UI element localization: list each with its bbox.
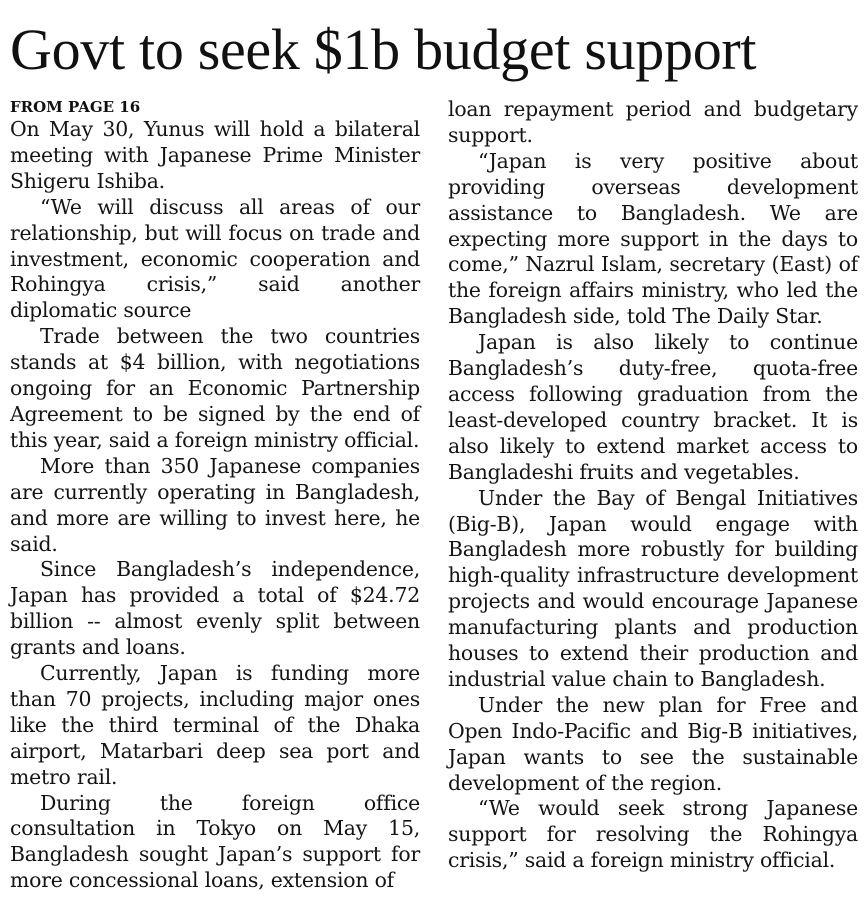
paragraph: “We will discuss all areas of our relationship, but will focus on trade and investment, economic cooperation and Rohingya crisis,” said another diplomatic source xyxy=(10,194,420,323)
paragraph: Under the new plan for Free and Open Indo-Pacific and Big-B initiatives, Japan wants to see the sustainable development of the region. xyxy=(448,692,858,795)
paragraph: More than 350 Japanese companies are currently operating in Bangladesh, and more are willing to invest here, he said. xyxy=(10,453,420,556)
paragraph: Currently, Japan is funding more than 70 projects, including major ones like the third terminal of the Dhaka airport, Matarbari deep sea port and metro rail. xyxy=(10,661,420,789)
paragraph: On May 30, Yunus will hold a bilateral meeting with Japanese Prime Minister Shigeru Ishiba. xyxy=(10,117,420,193)
right-column xyxy=(448,97,858,874)
paragraph: “Japan is very positive about providing overseas development assistance to Bangladesh. We are expecting more support in the days to come,” Nazrul Islam, secretary (East) of the foreign affairs ministry, who led the Bangladesh side, told The Daily Star. xyxy=(448,148,858,329)
left-column xyxy=(10,97,420,894)
paragraph: During the foreign office consultation in Tokyo on May 15, Bangladesh sought Japan’s support for more concessional loans, extension of xyxy=(10,790,420,893)
paragraph: “We would seek strong Japanese support for resolving the Rohingya crisis,” said a foreign ministry official. xyxy=(448,796,858,873)
headline: Govt to seek $1b budget support xyxy=(10,17,757,82)
paragraph: Since Bangladesh’s independence, Japan has provided a total of $24.72 billion -- almost evenly split between grants and loans. xyxy=(10,557,420,660)
paragraph-continued: loan repayment period and budgetary support. xyxy=(448,97,858,147)
paragraph: Japan is also likely to continue Bangladesh’s duty-free, quota-free access following graduation from the least-developed country bracket. It is also likely to extend market access to Bangladeshi fruits and vegetables. xyxy=(448,330,858,484)
paragraph: Trade between the two countries stands at $4 billion, with negotiations ongoing for an Economic Partnership Agreement to be signed by the end of this year, said a foreign ministry official. xyxy=(10,324,420,452)
paragraph: Under the Bay of Bengal Initiatives (Big-B), Japan would engage with Bangladesh more robustly for building high-quality infrastructure development projects and would encourage Japanese manufacturing plants and production houses to extend their production and industrial value chain to Bangladesh. xyxy=(448,485,858,691)
page-jump-kicker: FROM PAGE 16 xyxy=(10,98,141,116)
